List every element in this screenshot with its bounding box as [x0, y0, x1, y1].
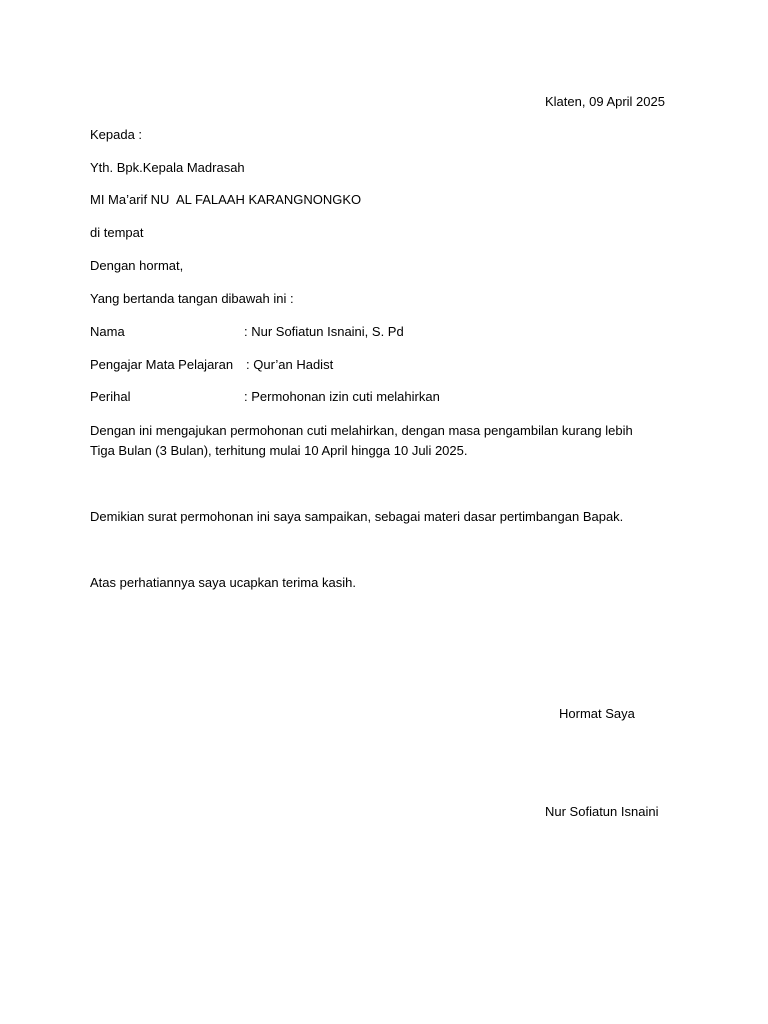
body-paragraph-3: Atas perhatiannya saya ucapkan terima kasih.: [90, 575, 356, 590]
body-paragraph-1: Dengan ini mengajukan permohonan cuti melahirkan, dengan masa pengambilan kurang lebih Tiga Bulan (3 Bulan), terhitung mulai 10 April hingga 10 Juli 2025.: [90, 423, 633, 458]
place-date: Klaten, 09 April 2025: [545, 94, 665, 109]
body-paragraph-2: Demikian surat permohonan ini saya sampaikan, sebagai materi dasar pertimbangan Bapak.: [90, 509, 624, 524]
field-value-perihal: : Permohonan izin cuti melahirkan: [244, 389, 440, 404]
intro: Yang bertanda tangan dibawah ini :: [90, 291, 294, 306]
field-label-perihal: Perihal: [90, 389, 131, 404]
to-label: Kepada :: [90, 127, 143, 142]
recipient: Yth. Bpk.Kepala Madrasah: [90, 160, 245, 175]
signatory-name: Nur Sofiatun Isnaini: [545, 804, 659, 819]
greeting: Dengan hormat,: [90, 258, 184, 273]
field-value-mapel: : Qur’an Hadist: [246, 357, 334, 372]
location: di tempat: [90, 225, 144, 240]
field-value-nama: : Nur Sofiatun Isnaini, S. Pd: [244, 324, 404, 339]
closing: Hormat Saya: [559, 706, 635, 721]
field-label-nama: Nama: [90, 324, 125, 339]
institution: MI Ma’arif NU AL FALAAH KARANGNONGKO: [90, 192, 362, 207]
field-label-mapel: Pengajar Mata Pelajaran: [90, 357, 234, 372]
